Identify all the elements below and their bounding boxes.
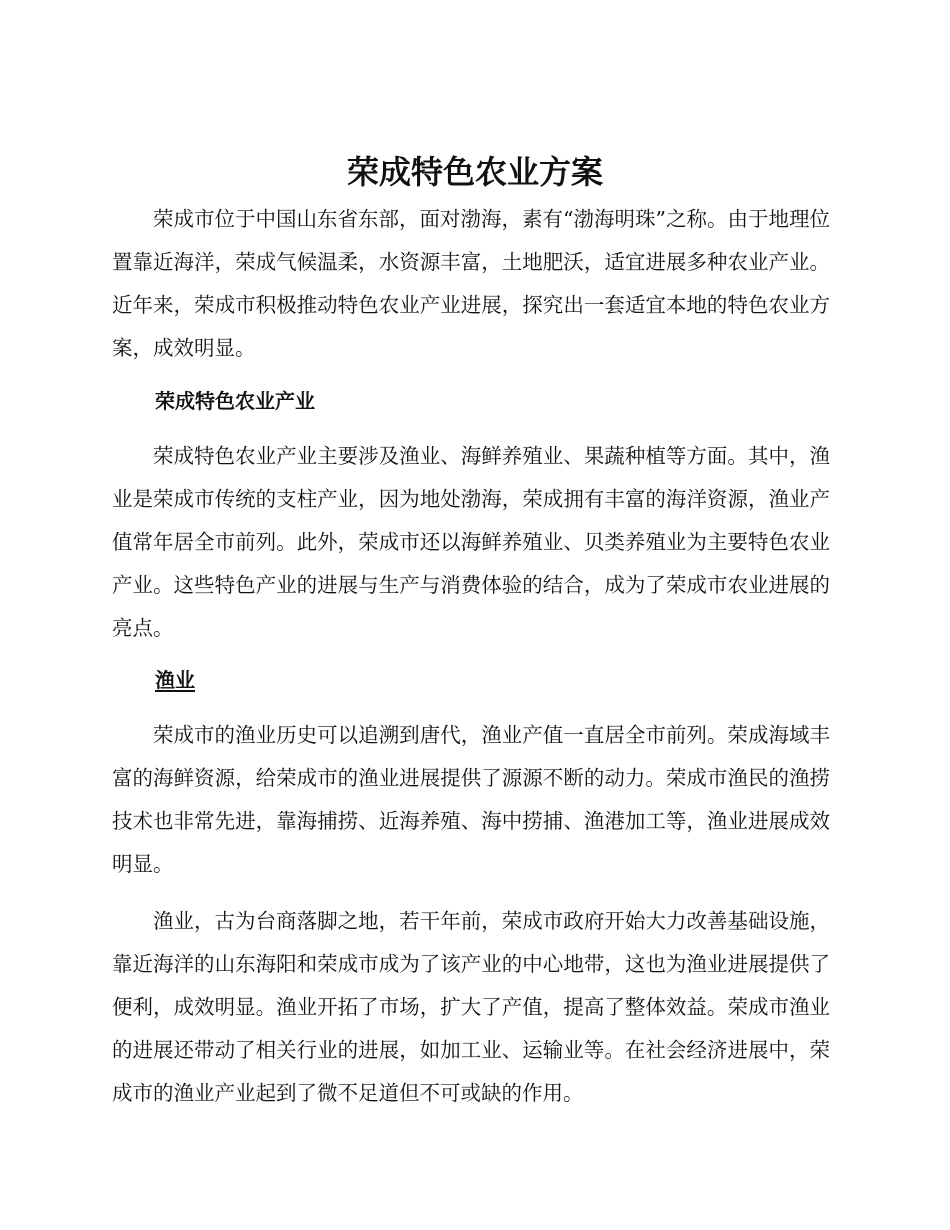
intro-paragraph: 荣成市位于中国山东省东部，面对渤海，素有“渤海明珠”之称。由于地理位置靠近海洋，荣成气候温柔，水资源丰富，土地肥沃，适宜进展多种农业产业。近年来，荣成市积极推动特色农业产业进展，探究出一套适宜本地的特色农业方案，成效明显。: [112, 207, 830, 360]
fishery-paragraph-1: 荣成市的渔业历史可以追溯到唐代，渔业产值一直居全市前列。荣成海域丰富的海鲜资源，给荣成市的渔业进展提供了源源不断的动力。荣成市渔民的渔捞技术也非常先进，靠海捕捞、近海养殖、海中捞捕、渔港加工等，渔业进展成效明显。: [112, 723, 830, 876]
section-heading-fishery: 渔业: [155, 668, 195, 692]
fishery-paragraph-2: 渔业，古为台商落脚之地，若干年前，荣成市政府开始大力改善基础设施，靠近海洋的山东海阳和荣成市成为了该产业的中心地带，这也为渔业进展提供了便利，成效明显。渔业开拓了市场，扩大了产值，提高了整体效益。荣成市渔业的进展还带动了相关行业的进展，如加工业、运输业等。在社会经济进展中，荣成市的渔业产业起到了微不足道但不可或缺的作用。: [112, 909, 830, 1105]
section-heading-industry: 荣成特色农业产业: [155, 389, 315, 413]
industry-paragraph: 荣成特色农业产业主要涉及渔业、海鲜养殖业、果蔬种植等方面。其中，渔业是荣成市传统的支柱产业，因为地处渤海，荣成拥有丰富的海洋资源，渔业产值常年居全市前列。此外，荣成市还以海鲜养殖业、贝类养殖业为主要特色农业产业。这些特色产业的进展与生产与消费体验的结合，成为了荣成市农业进展的亮点。: [112, 444, 830, 640]
page-title: 荣成特色农业方案: [346, 153, 603, 191]
